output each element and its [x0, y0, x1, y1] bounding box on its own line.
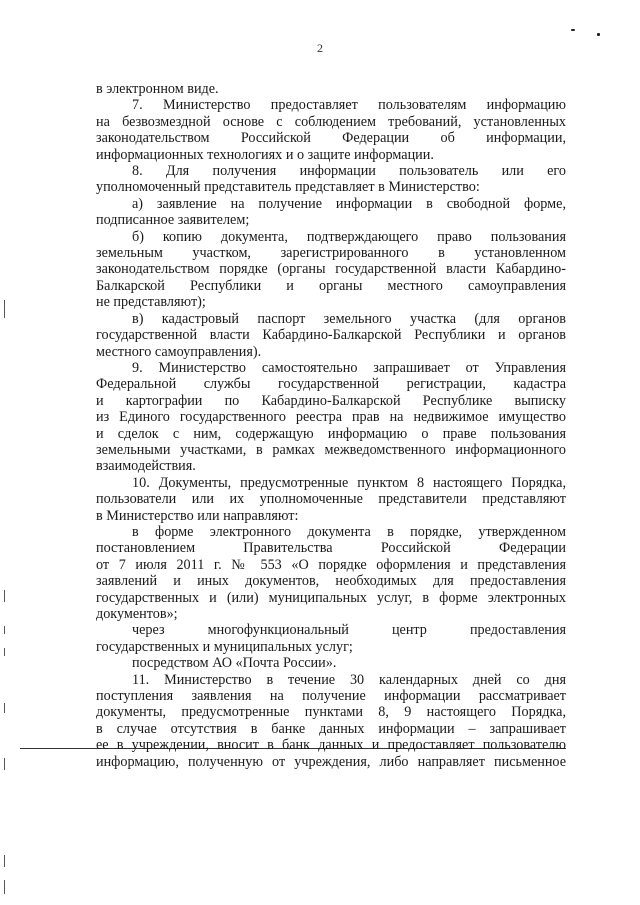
paragraph-11	[96, 672, 566, 770]
paragraph-10	[96, 475, 566, 524]
document-body	[96, 81, 566, 770]
text-line: документы, предусмотренные пунктами 8, 9 настоящего Порядка,	[96, 704, 566, 721]
text-line: через многофункциональный центр предоставления	[132, 622, 566, 639]
text-line: 7. Министерство предоставляет пользователям информацию	[132, 97, 566, 114]
scan-margin-mark	[4, 300, 5, 318]
paragraph-9	[96, 360, 566, 475]
paragraph-10-mfc	[96, 622, 566, 655]
text-line: 8. Для получения информации пользователь или его	[132, 163, 566, 180]
text-line: взаимодействия.	[96, 458, 196, 475]
text-line: информационных технологиях и о защите информации.	[96, 146, 434, 163]
scan-margin-mark	[4, 880, 5, 894]
text-line: 9. Министерство самостоятельно запрашивает от Управления	[132, 359, 566, 376]
scan-speck	[597, 33, 600, 36]
text-line: пользователи или их уполномоченные представители представляют	[96, 491, 566, 508]
text-line: государственных и (или) муниципальных услуг, в форме электронных	[96, 589, 566, 606]
scan-margin-mark	[4, 626, 5, 634]
paragraph-8a	[96, 196, 566, 229]
text-line: на безвозмездной основе с соблюдением требований, установленных	[96, 113, 566, 130]
scan-margin-mark	[4, 648, 5, 656]
text-line: постановлением Правительства Российской Федерации	[96, 540, 566, 557]
scan-margin-mark	[4, 590, 5, 602]
text-line: земельным участком, зарегистрированного в установленном	[96, 245, 566, 262]
text-line: и картографии по Кабардино-Балкарской Республике выписку	[96, 392, 566, 409]
scan-margin-mark	[4, 703, 5, 713]
text-line: ее в учреждении, вносит в банк данных и предоставляет пользователю	[96, 737, 566, 754]
text-line: государственной власти Кабардино-Балкарской Республики и органов	[96, 327, 566, 344]
scan-margin-mark	[4, 758, 5, 770]
text-line: поступления заявления на получение информации рассматривает	[96, 688, 566, 705]
paragraph-7	[96, 97, 566, 163]
paragraph-8v	[96, 311, 566, 360]
text-line: не представляют);	[96, 294, 206, 311]
text-line: и сделок с ним, содержащую информацию о праве пользования	[96, 425, 566, 442]
text-line: законодательством Российской Федерации об информации,	[96, 130, 566, 147]
scan-margin-mark	[4, 855, 5, 867]
page-number: 2	[317, 41, 323, 55]
text-line: Балкарской Республики и органы местного самоуправления	[96, 277, 566, 294]
text-line: в Министерство или направляют:	[96, 507, 299, 524]
text-line: в случае отсутствия в банке данных информации – запрашивает	[96, 720, 566, 737]
text-line: в электронном виде.	[96, 81, 219, 97]
text-line: 10. Документы, предусмотренные пунктом 8 настоящего Порядка,	[132, 474, 566, 491]
text-line: в) кадастровый паспорт земельного участка (для органов	[132, 310, 566, 327]
text-line: а) заявление на получение информации в свободной форме,	[132, 195, 566, 212]
paragraph-8b	[96, 229, 566, 311]
text-line: б) копию документа, подтверждающего право пользования	[132, 228, 566, 245]
text-line: информацию, полученную от учреждения, либо направляет письменное	[96, 753, 566, 770]
paragraph-intro	[96, 81, 566, 97]
text-line: заявлений и иных документов, необходимых для предоставления	[96, 573, 566, 590]
text-line: документов»;	[96, 606, 178, 622]
text-line: посредством АО «Почта России».	[132, 655, 337, 672]
text-line: законодательством порядке (органы государственной власти Кабардино-	[96, 261, 566, 278]
text-line: государственных и муниципальных услуг;	[96, 638, 353, 655]
text-line: из Единого государственного реестра прав на недвижимое имущество	[96, 409, 566, 426]
paragraph-10-post	[96, 655, 566, 671]
text-line: Федеральной службы государственной регистрации, кадастра	[96, 376, 566, 393]
text-line: уполномоченный представитель представляет в Министерство:	[96, 179, 480, 196]
text-line: подписанное заявителем;	[96, 212, 250, 229]
text-line: 11. Министерство в течение 30 календарных дней со дня	[132, 671, 566, 688]
text-line: в форме электронного документа в порядке, утвержденном	[132, 523, 566, 540]
paragraph-10-electronic	[96, 524, 566, 622]
scan-speck	[571, 29, 575, 31]
text-line: местного самоуправления).	[96, 343, 262, 360]
text-line: земельными участками, в рамках межведомственного информационного	[96, 441, 566, 458]
paragraph-8	[96, 163, 566, 196]
text-line: от 7 июля 2011 г. № 553 «О порядке оформления и представления	[96, 556, 566, 573]
